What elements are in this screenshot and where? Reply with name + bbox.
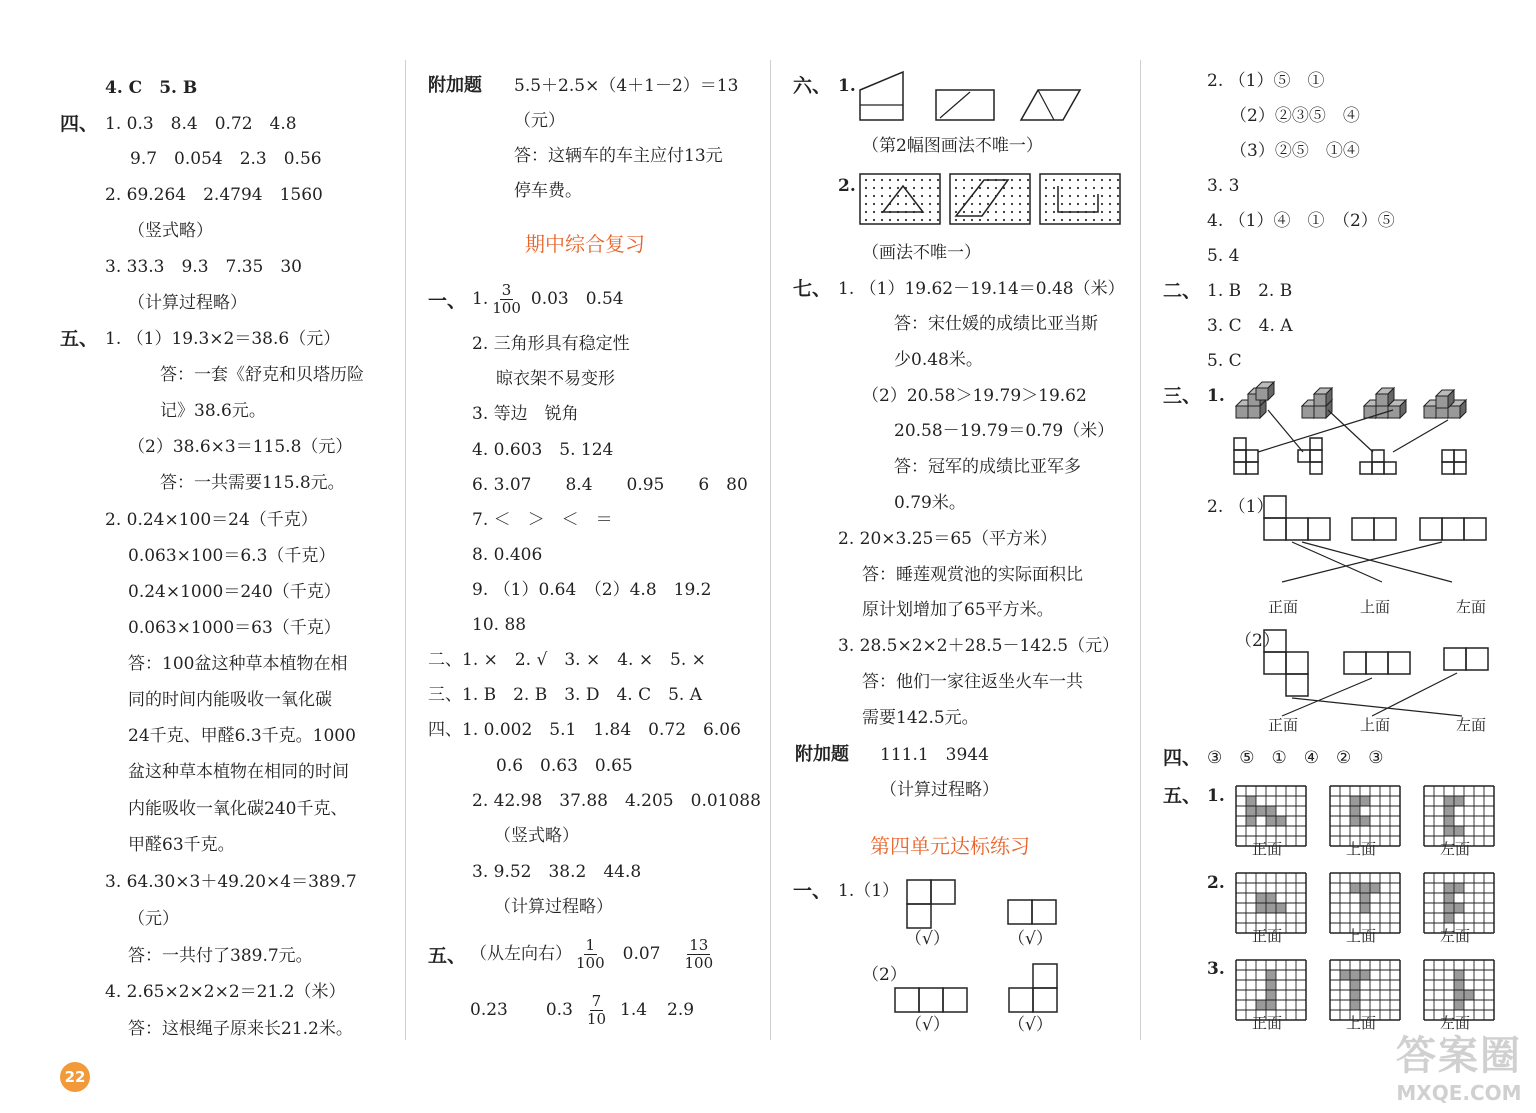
- answer-line: 10. 88: [472, 615, 527, 635]
- fraction: $\frac{1}{100}$: [576, 936, 605, 972]
- answer-line: 3. 64.30×3＋49.20×4＝389.7: [105, 872, 357, 892]
- answer-line: 5. C: [1207, 351, 1242, 371]
- section-label: 二、: [1163, 280, 1202, 302]
- question-number: 2.: [1207, 873, 1225, 893]
- answer-line: （元）: [128, 909, 179, 929]
- answer-line: ③ ⑤ ① ④ ② ③: [1207, 748, 1384, 768]
- answer-line: 盆这种草本植物在相同的时间: [128, 762, 349, 782]
- answer-line: 答：一套《舒克和贝塔历险: [160, 365, 364, 385]
- answer-line: 晾衣架不易变形: [496, 369, 615, 389]
- answer-line: （计算过程略）: [128, 293, 247, 313]
- answer-line: 1. 0.3 8.4 0.72 4.8: [105, 114, 297, 134]
- answer-line: 内能吸收一氧化碳240千克、: [128, 799, 348, 819]
- section-label: 四、: [1163, 747, 1202, 769]
- answer-line: 答：他们一家往返坐火车一共: [862, 672, 1083, 692]
- note-line: （画法不唯一）: [862, 243, 981, 263]
- answer-line: 3. 33.3 9.3 7.35 30: [105, 257, 302, 277]
- question-number: （2）: [862, 965, 907, 985]
- question-number: 1.: [1207, 786, 1225, 806]
- view-matching-drawing: [1262, 494, 1492, 594]
- column-divider: [1140, 60, 1141, 1040]
- note-line: （计算过程略）: [880, 780, 999, 800]
- column-divider: [405, 60, 406, 1040]
- column-divider: [770, 60, 771, 1040]
- answer-line: [470, 934, 717, 974]
- answer-line: 24千克、甲醛6.3千克。1000: [128, 726, 356, 746]
- check-mark: （√）: [905, 1015, 950, 1035]
- answer-line: 答：冠军的成绩比亚军多: [894, 457, 1081, 477]
- check-mark: （√）: [1008, 1015, 1053, 1035]
- answer-line: 4. C 5. B: [105, 78, 198, 98]
- answer-line: 记》38.6元。: [160, 401, 266, 421]
- rectangle-shape: [936, 90, 994, 120]
- answer-line: 9.7 0.054 2.3 0.56: [130, 149, 322, 169]
- view-label-left: 左面: [1456, 716, 1487, 734]
- answer-line: 3. 9.52 38.2 44.8: [472, 862, 642, 882]
- answer-line: （2）②③⑤ ④: [1230, 106, 1360, 126]
- answer-line: 答：一共付了389.7元。: [128, 946, 313, 966]
- question-number: （2）: [1235, 631, 1280, 651]
- answer-line: 三、1. B 2. B 3. D 4. C 5. A: [428, 685, 703, 705]
- answer-value: 0.07: [622, 944, 661, 964]
- answer-line: 1. （1）19.3×2＝38.6（元）: [105, 329, 341, 349]
- answer-line: 0.063×100＝6.3（千克）: [128, 546, 336, 566]
- answer-line: 2. 三角形具有稳定性: [472, 334, 630, 354]
- answer-line: 答：这根绳子原来长21.2米。: [128, 1019, 353, 1039]
- answer-line: 答：一共需要115.8元。: [160, 473, 345, 493]
- fraction: $\frac{7}{10}$: [586, 992, 606, 1028]
- answer-line: 4. （1）④ ① （2）⑤: [1207, 211, 1395, 231]
- section-label: 六、: [793, 75, 832, 97]
- answer-line: 5. 4: [1207, 246, 1240, 266]
- answer-line: 答：100盆这种草本植物在相: [128, 654, 348, 674]
- question-number: 2. （1）: [1207, 497, 1274, 517]
- section-label: 一、: [793, 880, 832, 902]
- view-label-front: 正面: [1252, 927, 1283, 945]
- answer-line: （竖式略）: [128, 221, 213, 241]
- view-matching-drawing: [1262, 628, 1492, 718]
- question-number: 1.: [838, 76, 856, 96]
- section-label: 一、: [428, 290, 467, 312]
- answer-line: 2. 20×3.25＝65（平方米）: [838, 529, 1057, 549]
- view-label-front: 正面: [1268, 716, 1299, 734]
- answer-line: 3. 等边 锐角: [472, 404, 579, 424]
- answer-line: 2. （1）⑤ ①: [1207, 71, 1325, 91]
- answer-line: [472, 280, 624, 318]
- answer-line: 3. 3: [1207, 176, 1240, 196]
- answer-line: （2）38.6×3＝115.8（元）: [128, 437, 353, 457]
- view-label-left: 左面: [1440, 1014, 1471, 1032]
- answer-line: 4. 0.603 5. 124: [472, 440, 614, 460]
- answer-line: 少0.48米。: [894, 350, 983, 370]
- view-label-top: 上面: [1360, 716, 1391, 734]
- section-title: 第四单元达标练习: [870, 834, 1030, 858]
- question-number: 2.: [838, 176, 856, 196]
- answer-line: （竖式略）: [494, 826, 579, 846]
- question-number: 1.: [472, 289, 489, 309]
- view-shape-drawing: [905, 878, 1060, 930]
- answer-line: 答：睡莲观赏池的实际面积比: [862, 565, 1083, 585]
- answer-line: 甲醛63千克。: [128, 835, 235, 855]
- answer-line: （元）: [514, 111, 565, 131]
- answer-values: 0.03 0.54: [530, 289, 624, 309]
- answer-line: 8. 0.406: [472, 545, 543, 565]
- dot-grid-drawing: [858, 172, 1123, 227]
- question-number: 1.（1）: [838, 881, 900, 901]
- trapezoid-shape: [860, 72, 903, 120]
- answer-line: 需要142.5元。: [862, 708, 979, 728]
- view-shape-drawing: [893, 962, 1063, 1014]
- view-label-left: 左面: [1440, 840, 1471, 858]
- answer-line: 0.063×1000＝63（千克）: [128, 618, 341, 638]
- answer-line: （计算过程略）: [494, 897, 613, 917]
- answer-line: 0.24×1000＝240（千克）: [128, 582, 341, 602]
- answer-line: 0.79米。: [894, 493, 966, 513]
- answer-line: 4. 2.65×2×2×2＝21.2（米）: [105, 982, 346, 1002]
- section-title: 期中综合复习: [525, 232, 645, 256]
- answer-line: 2. 69.264 2.4794 1560: [105, 185, 323, 205]
- answer-line: 二、1. × 2. √ 3. × 4. × 5. ×: [428, 650, 706, 670]
- answer-value: 1.4: [620, 1000, 648, 1020]
- answer-line: 同的时间内能吸收一氧化碳: [128, 690, 332, 710]
- view-label-front: 正面: [1252, 1014, 1283, 1032]
- check-mark: （√）: [905, 929, 950, 949]
- answer-line: 2. 0.24×100＝24（千克）: [105, 510, 318, 530]
- bonus-label: 附加题: [428, 75, 482, 96]
- page-number-badge: 22: [60, 1062, 90, 1092]
- view-label-left: 左面: [1440, 927, 1471, 945]
- view-label-front: 正面: [1252, 840, 1283, 858]
- answer-line: 0.6 0.63 0.65: [496, 756, 633, 776]
- view-label-top: 上面: [1346, 1014, 1377, 1032]
- answer-line: 四、1. 0.002 5.1 1.84 0.72 6.06: [428, 720, 741, 740]
- answer-line: 2. 42.98 37.88 4.205 0.01088: [472, 791, 761, 811]
- answer-line: 原计划增加了65平方米。: [862, 600, 1054, 620]
- answer-line: 1. （1）19.62－19.14＝0.48（米）: [838, 279, 1125, 299]
- answer-line: 停车费。: [514, 181, 582, 201]
- view-label-top: 上面: [1360, 598, 1391, 616]
- section-label: 五、: [428, 945, 467, 967]
- shape-drawing: [858, 70, 1088, 125]
- answer-line: 9. （1）0.64 （2）4.8 19.2: [472, 580, 712, 600]
- bonus-label: 附加题: [795, 744, 849, 765]
- note-line: （第2幅图画法不唯一）: [862, 136, 1043, 156]
- answer-line: 1. B 2. B: [1207, 281, 1293, 301]
- question-number: 3.: [1207, 959, 1225, 979]
- answer-line: （3）②⑤ ①④: [1230, 141, 1360, 161]
- answer-value: 0.3: [545, 1000, 573, 1020]
- view-label-left: 左面: [1456, 598, 1487, 616]
- answer-line: 3. C 4. A: [1207, 316, 1293, 336]
- watermark-logo: 答案圈 MXQE.COM: [1396, 1033, 1522, 1105]
- section-label: 三、: [1163, 385, 1202, 407]
- answer-value: 0.23: [470, 1000, 508, 1020]
- answer-line: 6. 3.07 8.4 0.95 6 80: [472, 475, 748, 495]
- answer-line: 5.5＋2.5×（4＋1－2）＝13: [514, 76, 739, 96]
- section-label: 五、: [1163, 785, 1202, 807]
- fraction: $\frac{3}{100}$: [492, 281, 521, 317]
- answer-line: （2）20.58＞19.79＞19.62: [862, 386, 1087, 406]
- view-label-top: 上面: [1346, 840, 1377, 858]
- grid-view-drawings: [1232, 782, 1512, 1042]
- view-label-front: 正面: [1268, 598, 1299, 616]
- answer-line: 111.1 3944: [880, 745, 989, 765]
- answer-line: [470, 990, 694, 1030]
- fraction: $\frac{13}{100}$: [684, 936, 714, 972]
- answer-line: 答：这辆车的车主应付13元: [514, 146, 723, 166]
- answer-line: 3. 28.5×2×2＋28.5－142.5（元）: [838, 636, 1120, 656]
- answer-line: 答：宋仕媛的成绩比亚当斯: [894, 314, 1098, 334]
- check-mark: （√）: [1008, 929, 1053, 949]
- parallelogram-shape: [1021, 90, 1080, 120]
- section-label: 四、: [60, 113, 99, 135]
- answer-line: 20.58－19.79＝0.79（米）: [894, 421, 1115, 441]
- answer-value: 2.9: [667, 1000, 695, 1020]
- direction-note: （从左向右）: [470, 944, 572, 964]
- section-label: 五、: [60, 328, 99, 350]
- answer-line: 7. ＜ ＞ ＜ ＝: [472, 510, 613, 530]
- question-number: 1.: [1207, 386, 1225, 406]
- section-label: 七、: [793, 278, 832, 300]
- view-label-top: 上面: [1346, 927, 1377, 945]
- cube-matching-drawing: [1228, 380, 1478, 480]
